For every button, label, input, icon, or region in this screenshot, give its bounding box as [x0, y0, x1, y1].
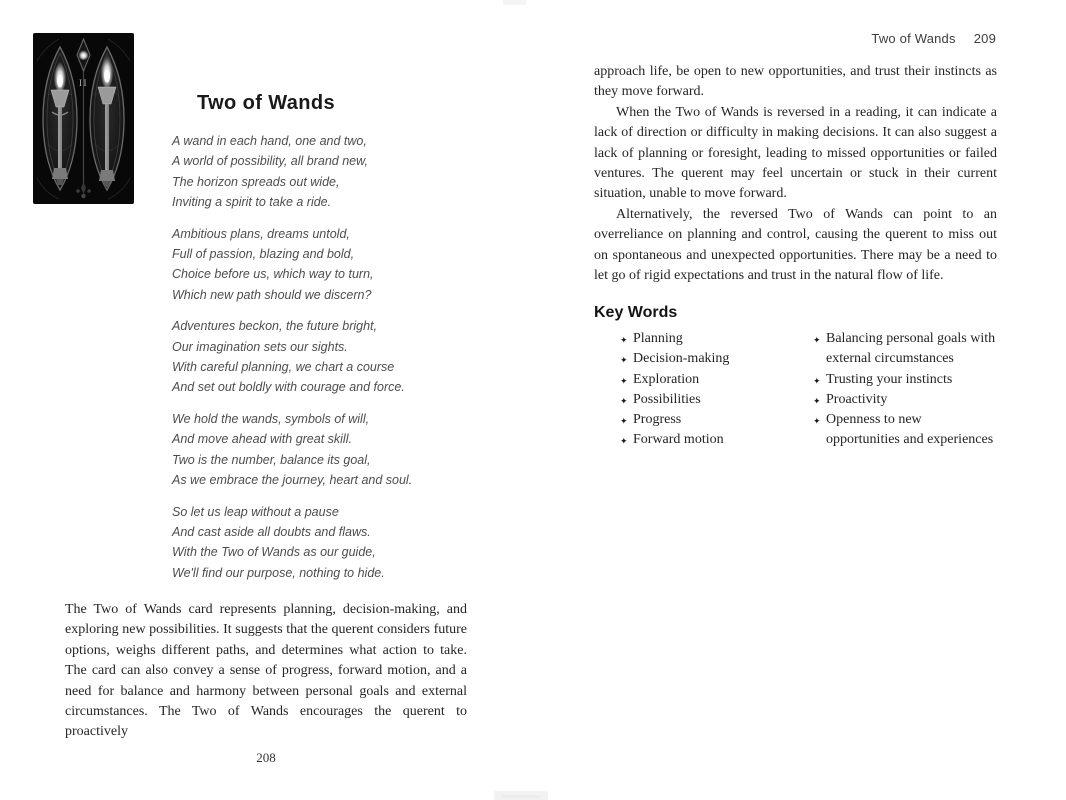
keyword-item — [620, 370, 813, 390]
poem-stanza — [172, 224, 412, 306]
poem-stanza — [172, 409, 412, 491]
poem-line: And move ahead with great skill. — [172, 432, 352, 447]
diamond-bullet-icon: ✦ — [620, 335, 628, 345]
keyword-item — [813, 370, 996, 390]
keyword-item — [620, 349, 813, 369]
keyword-text: Progress — [633, 412, 682, 428]
left-page-number: 208 — [256, 750, 276, 765]
keyword-text: Planning — [633, 331, 683, 346]
card-numeral: II — [79, 78, 88, 88]
poem-line: And set out boldly with courage and force. — [172, 380, 405, 395]
keyword-item — [620, 390, 813, 410]
keyword-item — [813, 410, 996, 451]
right-page-paragraphs — [594, 62, 997, 286]
poem-line: So let us leap without a pause — [172, 504, 339, 519]
diamond-bullet-icon: ✦ — [620, 436, 628, 447]
keyword-item — [813, 390, 996, 410]
keyword-text: Openness to new opportunities and experiences — [826, 412, 994, 448]
poem-line: We hold the wands, symbols of will, — [172, 411, 370, 426]
page-title: Two of Wands — [196, 92, 336, 114]
keyword-text: Forward motion — [633, 432, 724, 448]
diamond-bullet-icon: ✦ — [620, 416, 628, 427]
keyword-item — [620, 430, 813, 450]
body-paragraph: When the Two of Wands is reversed in a reading, it can indicate a lack of direction or difficulty in making decisions. It can also suggest a lack of planning or foresight, leading to missed opportunities or failed ventures. The querent may feel uncertain or stuck in their current situation, unable to move forward. — [594, 104, 997, 202]
keywords-column-1 — [620, 329, 813, 451]
keywords-heading: Key Words — [594, 304, 678, 321]
keyword-text: Decision-making — [633, 351, 730, 367]
poem-line: We'll find our purpose, nothing to hide. — [172, 565, 385, 580]
poem-line: And cast aside all doubts and flaws. — [172, 524, 371, 539]
poem-line: Our imagination sets our sights. — [172, 339, 348, 354]
left-page-body-paragraph: The Two of Wands card represents planning, decision-making, and exploring new possibilities. It suggests that the querent considers future options, weighs different paths, and determines what action to take. The card can also convey a sense of progress, forward motion, and a need for balance and harmony between personal goals and external circumstances. The Two of Wands encourages the querent to proactively — [65, 602, 467, 740]
keyword-item — [813, 329, 996, 370]
keyword-text: Proactivity — [826, 391, 888, 407]
poem-line: Choice before us, which way to turn, — [172, 267, 374, 282]
poem-stanza — [172, 131, 412, 213]
poem-line: A world of possibility, all brand new, — [172, 154, 368, 169]
scan-artifact-bottom — [494, 791, 548, 800]
keyword-item — [620, 410, 813, 430]
poem-line: A wand in each hand, one and two, — [172, 134, 367, 148]
diamond-bullet-icon: ✦ — [813, 375, 821, 386]
diamond-bullet-icon: ✦ — [620, 375, 628, 386]
two-of-wands-card-art — [33, 33, 134, 204]
body-paragraph: approach life, be open to new opportunities, and trust their instincts as they move forward. — [594, 64, 997, 100]
poem-line: The horizon spreads out wide, — [172, 174, 340, 189]
keywords-column-2 — [813, 329, 996, 451]
keyword-text: Trusting your instincts — [826, 371, 953, 387]
running-header — [594, 31, 996, 46]
poem-line: With careful planning, we chart a course — [172, 360, 395, 375]
keywords-columns — [594, 329, 996, 451]
tarot-card-image — [33, 33, 134, 204]
diamond-bullet-icon: ✦ — [620, 355, 628, 366]
keyword-text: Possibilities — [633, 391, 701, 407]
running-header-title: Two of Wands — [871, 31, 956, 46]
poem-line: With the Two of Wands as our guide, — [172, 545, 376, 560]
diamond-bullet-icon: ✦ — [813, 416, 821, 427]
poem-line: Which new path should we discern? — [172, 287, 372, 302]
diamond-bullet-icon: ✦ — [813, 395, 821, 406]
diamond-bullet-icon: ✦ — [620, 395, 628, 406]
poem-stanza — [172, 502, 412, 584]
poem-stanza — [172, 316, 412, 398]
scan-artifact-top — [503, 0, 526, 5]
poem-line: As we embrace the journey, heart and soul. — [172, 473, 413, 488]
poem-line: Inviting a spirit to take a ride. — [172, 195, 332, 210]
diamond-bullet-icon: ✦ — [813, 335, 821, 345]
keyword-text: Exploration — [633, 371, 700, 387]
poem-line: Ambitious plans, dreams untold, — [172, 226, 350, 241]
right-page-number: 209 — [973, 31, 996, 46]
keyword-item — [620, 329, 813, 349]
keyword-text: Balancing personal goals with external circumstances — [826, 331, 996, 367]
poem — [172, 131, 412, 594]
poem-line: Adventures beckon, the future bright, — [172, 319, 377, 334]
poem-line: Two is the number, balance its goal, — [172, 452, 371, 467]
poem-line: Full of passion, blazing and bold, — [172, 247, 355, 262]
body-paragraph: Alternatively, the reversed Two of Wands can point to an overreliance on planning and control, causing the querent to miss out on spontaneous and unexpected opportunities. There may be a need to let go of rigid expectations and trust in the natural flow of life. — [594, 206, 997, 284]
